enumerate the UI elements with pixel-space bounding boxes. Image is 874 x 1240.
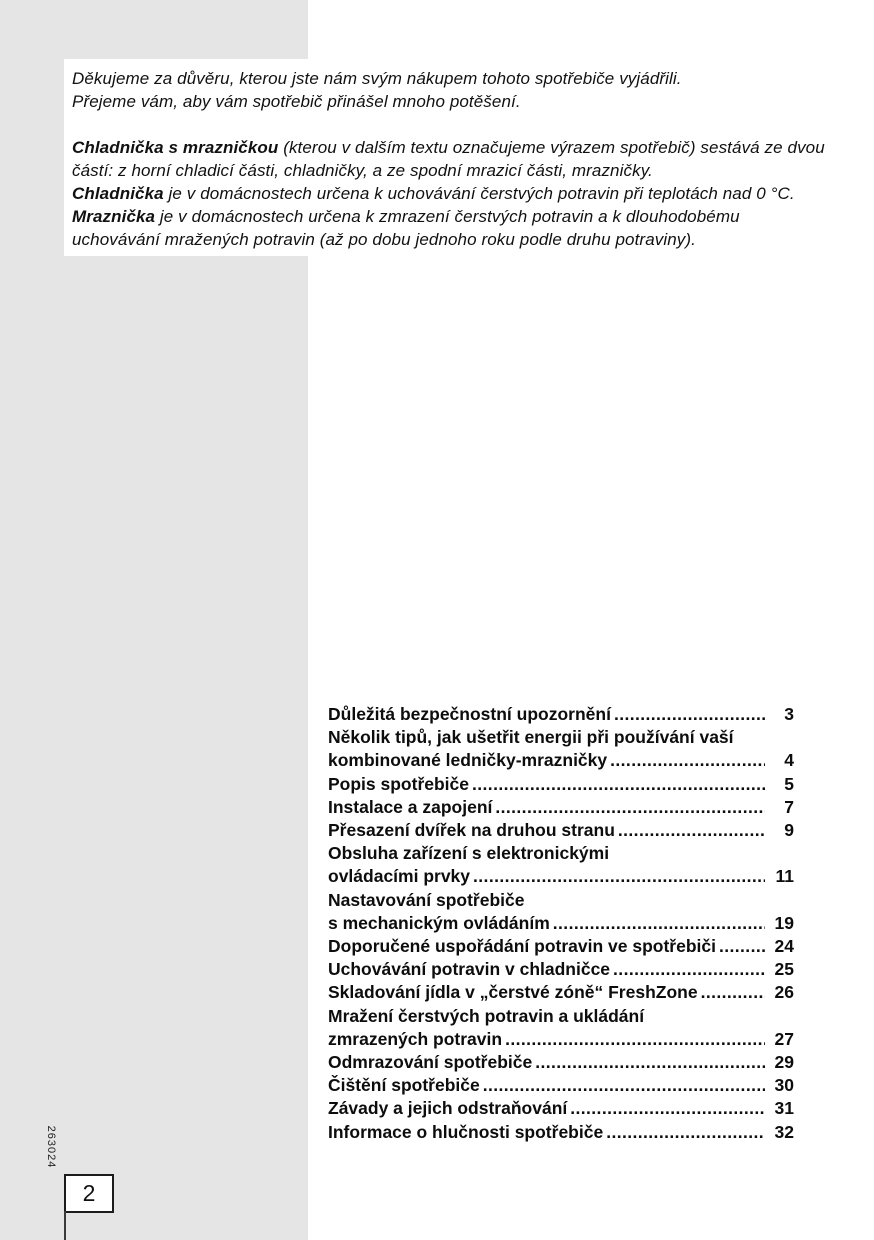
paragraph-text: je v domácnostech určena k uchovávání čerstvých potravin při teplotách nad 0 °C. [163,184,795,203]
toc-page-number: 11 [775,866,794,887]
print-code-vertical: 263024 [45,1125,57,1169]
toc-dot-leader [473,865,765,888]
paragraph-lead-bold: Chladnička s mrazničkou [72,138,279,157]
toc-page-number: 5 [784,773,794,794]
toc-entry [328,703,794,726]
toc-page-number: 3 [784,704,794,724]
toc-page-number: 27 [774,1028,794,1049]
toc-entry-title-cont: kombinované ledničky-mrazničky [328,750,608,771]
toc-dot-leader [570,1097,765,1120]
paragraph-freezer [72,205,830,251]
toc-entry [328,981,794,1004]
paragraph-text: je v domácnostech určena k zmrazení čerstvých potravin a k dlouhodobému [155,207,740,226]
toc-dot-leader [505,1028,765,1051]
toc-entry [328,1097,794,1120]
toc-entry-title: Odmrazování spotřebiče [328,1052,533,1073]
toc-entry-title: Mražení čerstvých potravin a ukládání [328,1005,645,1026]
toc-entry [328,842,794,888]
toc-entry-title: Uchovávání potravin v chladničce [328,959,611,980]
toc-page-number: 7 [784,796,794,817]
toc-entry [328,1121,794,1144]
intro-description [72,136,830,251]
toc-dot-leader [701,981,765,1004]
toc-page-number: 30 [774,1075,794,1096]
toc-entry-title-cont: s mechanickým ovládáním [328,912,550,933]
toc-entry-title: Popis spotřebiče [328,773,470,794]
toc-entry-title: Nastavování spotřebiče [328,889,525,910]
toc-dot-leader [606,1121,765,1144]
toc-entry [328,935,794,958]
toc-entry [328,796,794,819]
intro-thanks-line2: Přejeme vám, aby vám spotřebič přinášel mnoho potěšení. [72,92,521,111]
toc-page-number: 25 [774,959,794,980]
toc-dot-leader [618,819,765,842]
toc-entry [328,889,794,935]
intro-text-box [64,59,830,256]
toc-page-number: 24 [774,936,794,957]
toc-dot-leader [610,749,765,772]
toc-entry-title: Doporučené uspořádání potravin ve spotřebiči [328,936,716,957]
toc-entry-title: Několik tipů, jak ušetřit energii při používání vaší [328,727,734,748]
crop-mark-line [64,1211,66,1240]
paragraph-fridge [72,182,830,205]
toc-dot-leader [553,912,765,935]
toc-entry-title: Informace o hlučnosti spotřebiče [328,1121,604,1142]
toc-page-number: 31 [774,1098,794,1119]
toc-page-number: 32 [774,1121,794,1142]
toc-page-number: 9 [784,820,794,841]
toc-dot-leader [613,958,765,981]
toc-entry-title: Závady a jejich odstraňování [328,1098,568,1119]
toc-dot-leader [472,773,765,796]
page-number-box [64,1174,114,1213]
toc-dot-leader [495,796,765,819]
paragraph-lead-bold: Chladnička [72,184,164,203]
paragraph-fridge-freezer [72,136,830,182]
toc-page-number: 26 [774,982,794,1003]
toc-entry-title: Důležitá bezpečnostní upozornění [328,704,611,724]
toc-page-number: 29 [774,1052,794,1073]
toc-entry [328,819,794,842]
toc-page-number: 4 [784,750,794,771]
paragraph-text-cont: uchovávání mražených potravin (až po dobu jednoho roku podle druhu potraviny). [72,230,696,249]
toc-entry [328,773,794,796]
toc-dot-leader [483,1074,765,1097]
toc-dot-leader [614,703,765,726]
toc-entry-title: Instalace a zapojení [328,796,493,817]
toc-entry-title: Čištění spotřebiče [328,1075,480,1096]
toc-dot-leader [719,935,765,958]
intro-thanks-line1: Děkujeme za důvěru, kterou jste nám svým nákupem tohoto spotřebiče vyjádřili. [72,69,682,88]
toc-entry [328,726,794,772]
toc-entry-title: Přesazení dvířek na druhou stranu [328,820,615,841]
toc-entry [328,1051,794,1074]
toc-page-number: 19 [774,912,794,933]
paragraph-lead-bold: Mraznička [72,207,156,226]
toc-entry [328,1005,794,1051]
toc-entry-title-cont: ovládacími prvky [328,866,471,887]
toc-dot-leader [535,1051,765,1074]
toc-entry-title: Skladování jídla v „čerstvé zóně“ FreshZone [328,982,698,1003]
toc-entry-title: Obsluha zařízení s elektronickými [328,843,610,864]
paragraph-text: (kterou v dalším textu označujeme výrazem spotřebič) sestává ze dvou [278,138,825,157]
page-number: 2 [82,1180,96,1206]
toc-entry [328,1074,794,1097]
table-of-contents [328,703,794,1144]
toc-entry-title-cont: zmrazených potravin [328,1028,503,1049]
paragraph-text-cont: částí: z horní chladicí části, chladničky, a ze spodní mrazicí části, mrazničky. [72,161,653,180]
toc-entry [328,958,794,981]
